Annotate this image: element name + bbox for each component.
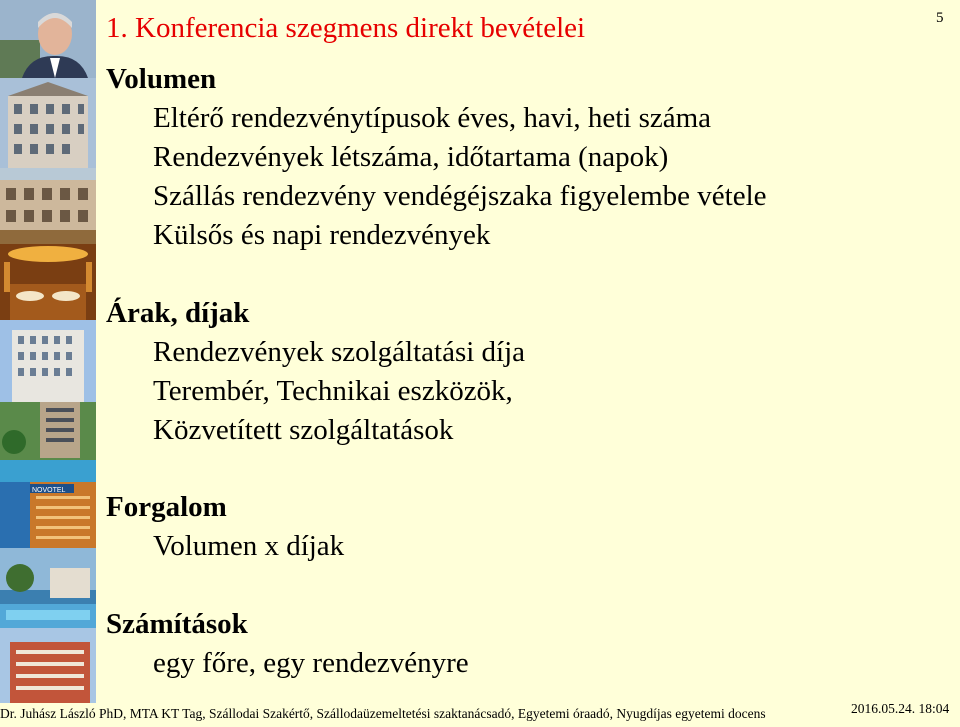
list-item: Terembér, Technikai eszközök, (153, 375, 513, 407)
seaside-resort-photo (0, 548, 96, 628)
restaurant-photo (0, 244, 96, 320)
footer-date: 2016.05.24. 18:04 (851, 701, 950, 716)
section-heading-szamitasok: Számítások (106, 608, 248, 640)
section-heading-forgalom: Forgalom (106, 491, 227, 523)
hotel-photo (0, 78, 96, 168)
section-heading-arak: Árak, díjak (106, 297, 250, 329)
footer-author: Dr. Juhász László PhD, MTA KT Tag, Szállodai Szakértő, Szállodaüzemeltetési szaktanácsadó, Egyetemi óraadó, Nyugdíjas egyetemi docens (0, 706, 766, 721)
hotel-photo (0, 628, 96, 703)
slide-title: 1. Konferencia szegmens direkt bevételei (106, 12, 586, 44)
list-item: Rendezvények létszáma, időtartama (napok) (153, 141, 669, 173)
hotel-photo (0, 168, 96, 244)
list-item: Közvetített szolgáltatások (153, 414, 454, 446)
list-item: Eltérő rendezvénytípusok éves, havi, heti száma (153, 102, 712, 134)
resort-pool-photo (0, 402, 96, 482)
section-heading-volumen: Volumen (106, 63, 217, 95)
hotel-photo (0, 320, 96, 402)
novotel-photo (0, 482, 96, 548)
list-item: Rendezvények szolgáltatási díja (153, 336, 526, 368)
list-item: Külsős és napi rendezvények (153, 219, 491, 251)
novotel-sign: NOVOTEL (32, 487, 66, 494)
photo-strip (0, 0, 96, 703)
list-item: Szállás rendezvény vendégéjszaka figyelembe vétele (153, 180, 767, 212)
page-number: 5 (936, 10, 944, 26)
author-portrait (0, 0, 96, 78)
list-item: Volumen x díjak (153, 530, 345, 562)
list-item: egy főre, egy rendezvényre (153, 647, 469, 679)
